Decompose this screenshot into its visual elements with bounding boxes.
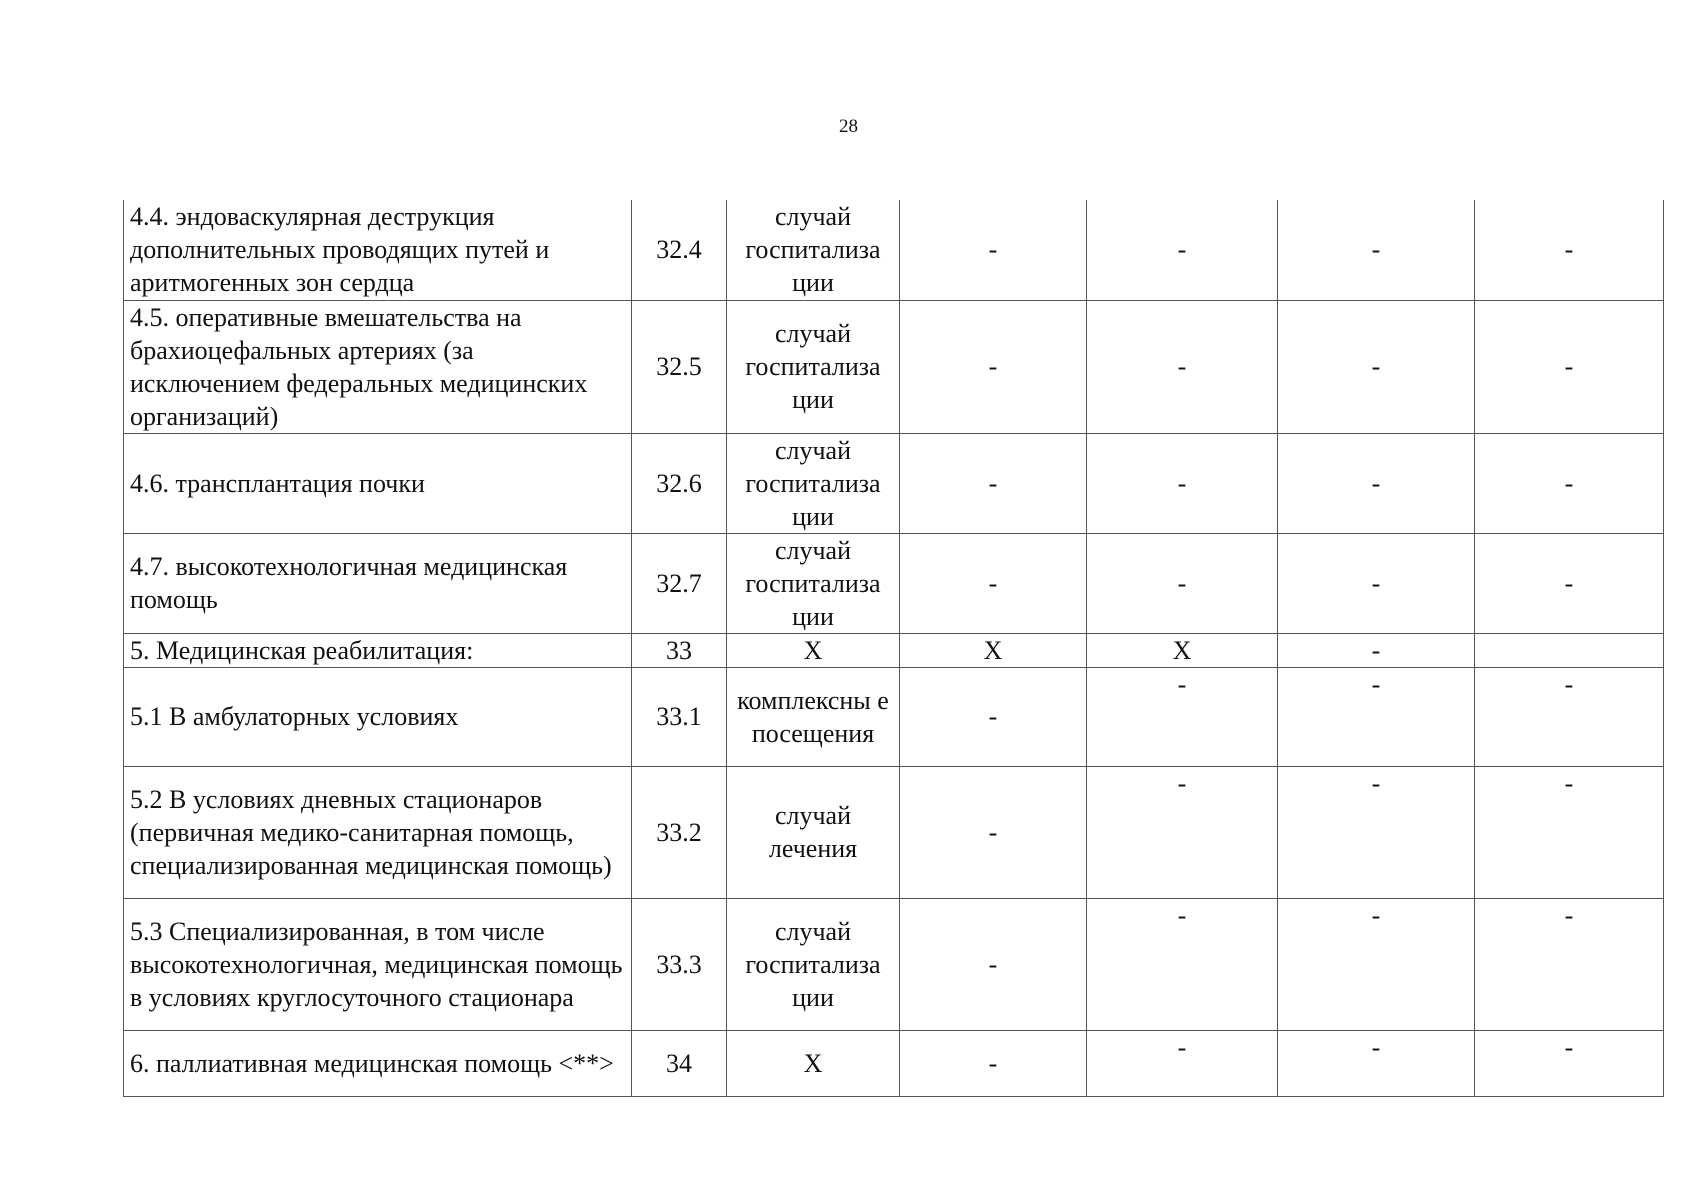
row-unit: случай лечения [727,766,900,898]
row-code: 33.3 [632,898,727,1030]
row-name: 6. паллиативная медицинская помощь <**> [124,1030,632,1096]
row-name: 4.5. оперативные вмешательства на брахиоцефальных артериях (за исключением федеральных медицинских организаций) [124,300,632,433]
row-value [1475,633,1664,667]
row-value: Х [900,633,1087,667]
page-number: 28 [839,116,858,137]
table-row [124,533,1664,633]
table-row [124,633,1664,667]
row-value: - [1475,533,1664,633]
row-value: - [1475,1030,1664,1096]
table-row [124,898,1664,1030]
table-row [124,1030,1664,1096]
row-name: 5.3 Специализированная, в том числе высокотехнологичная, медицинская помощь в условиях круглосуточного стационара [124,898,632,1030]
row-code: 32.5 [632,300,727,433]
row-value: - [1278,433,1475,533]
row-name: 4.6. трансплантация почки [124,433,632,533]
row-code: 33.1 [632,667,727,766]
table-row [124,667,1664,766]
row-value: - [1475,433,1664,533]
row-value: - [900,1030,1087,1096]
row-name: 5.2 В условиях дневных стационаров (первичная медико-санитарная помощь, специализированная медицинская помощь) [124,766,632,898]
row-unit: случай госпитализа ции [727,300,900,433]
row-name: 5.1 В амбулаторных условиях [124,667,632,766]
row-value: - [1087,300,1278,433]
table-row [124,433,1664,533]
row-code: 32.4 [632,200,727,300]
row-value: - [900,200,1087,300]
row-name: 4.7. высокотехнологичная медицинская помощь [124,533,632,633]
row-unit: случай госпитализа ции [727,200,900,300]
data-table [123,200,1664,1097]
row-unit: случай госпитализа ции [727,898,900,1030]
row-value: - [1475,300,1664,433]
row-code: 33 [632,633,727,667]
row-value: - [900,300,1087,433]
table-row [124,200,1664,300]
row-value: - [1278,533,1475,633]
row-unit: Х [727,633,900,667]
table-row [124,766,1664,898]
row-code: 32.7 [632,533,727,633]
row-value: - [1087,766,1278,898]
row-code: 33.2 [632,766,727,898]
row-value: - [1475,667,1664,766]
table-row [124,300,1664,433]
row-unit: случай госпитализа ции [727,533,900,633]
row-value: - [1278,300,1475,433]
row-value: - [1087,533,1278,633]
row-value: Х [1087,633,1278,667]
row-value: - [1278,633,1475,667]
row-value: - [1278,200,1475,300]
row-value: - [1087,667,1278,766]
row-value: - [900,433,1087,533]
row-value: - [1278,898,1475,1030]
row-value: - [1087,433,1278,533]
row-value: - [1475,898,1664,1030]
row-value: - [1087,898,1278,1030]
row-value: - [1087,200,1278,300]
row-value: - [900,533,1087,633]
row-value: - [1475,766,1664,898]
row-value: - [1475,200,1664,300]
row-value: - [1278,667,1475,766]
row-value: - [1278,766,1475,898]
row-value: - [900,898,1087,1030]
row-code: 32.6 [632,433,727,533]
row-unit: случай госпитализа ции [727,433,900,533]
row-value: - [1087,1030,1278,1096]
row-unit: комплексны е посещения [727,667,900,766]
row-unit: Х [727,1030,900,1096]
row-value: - [900,766,1087,898]
row-name: 4.4. эндоваскулярная деструкция дополнительных проводящих путей и аритмогенных зон сердца [124,200,632,300]
row-name: 5. Медицинская реабилитация: [124,633,632,667]
row-value: - [900,667,1087,766]
row-value: - [1278,1030,1475,1096]
row-code: 34 [632,1030,727,1096]
